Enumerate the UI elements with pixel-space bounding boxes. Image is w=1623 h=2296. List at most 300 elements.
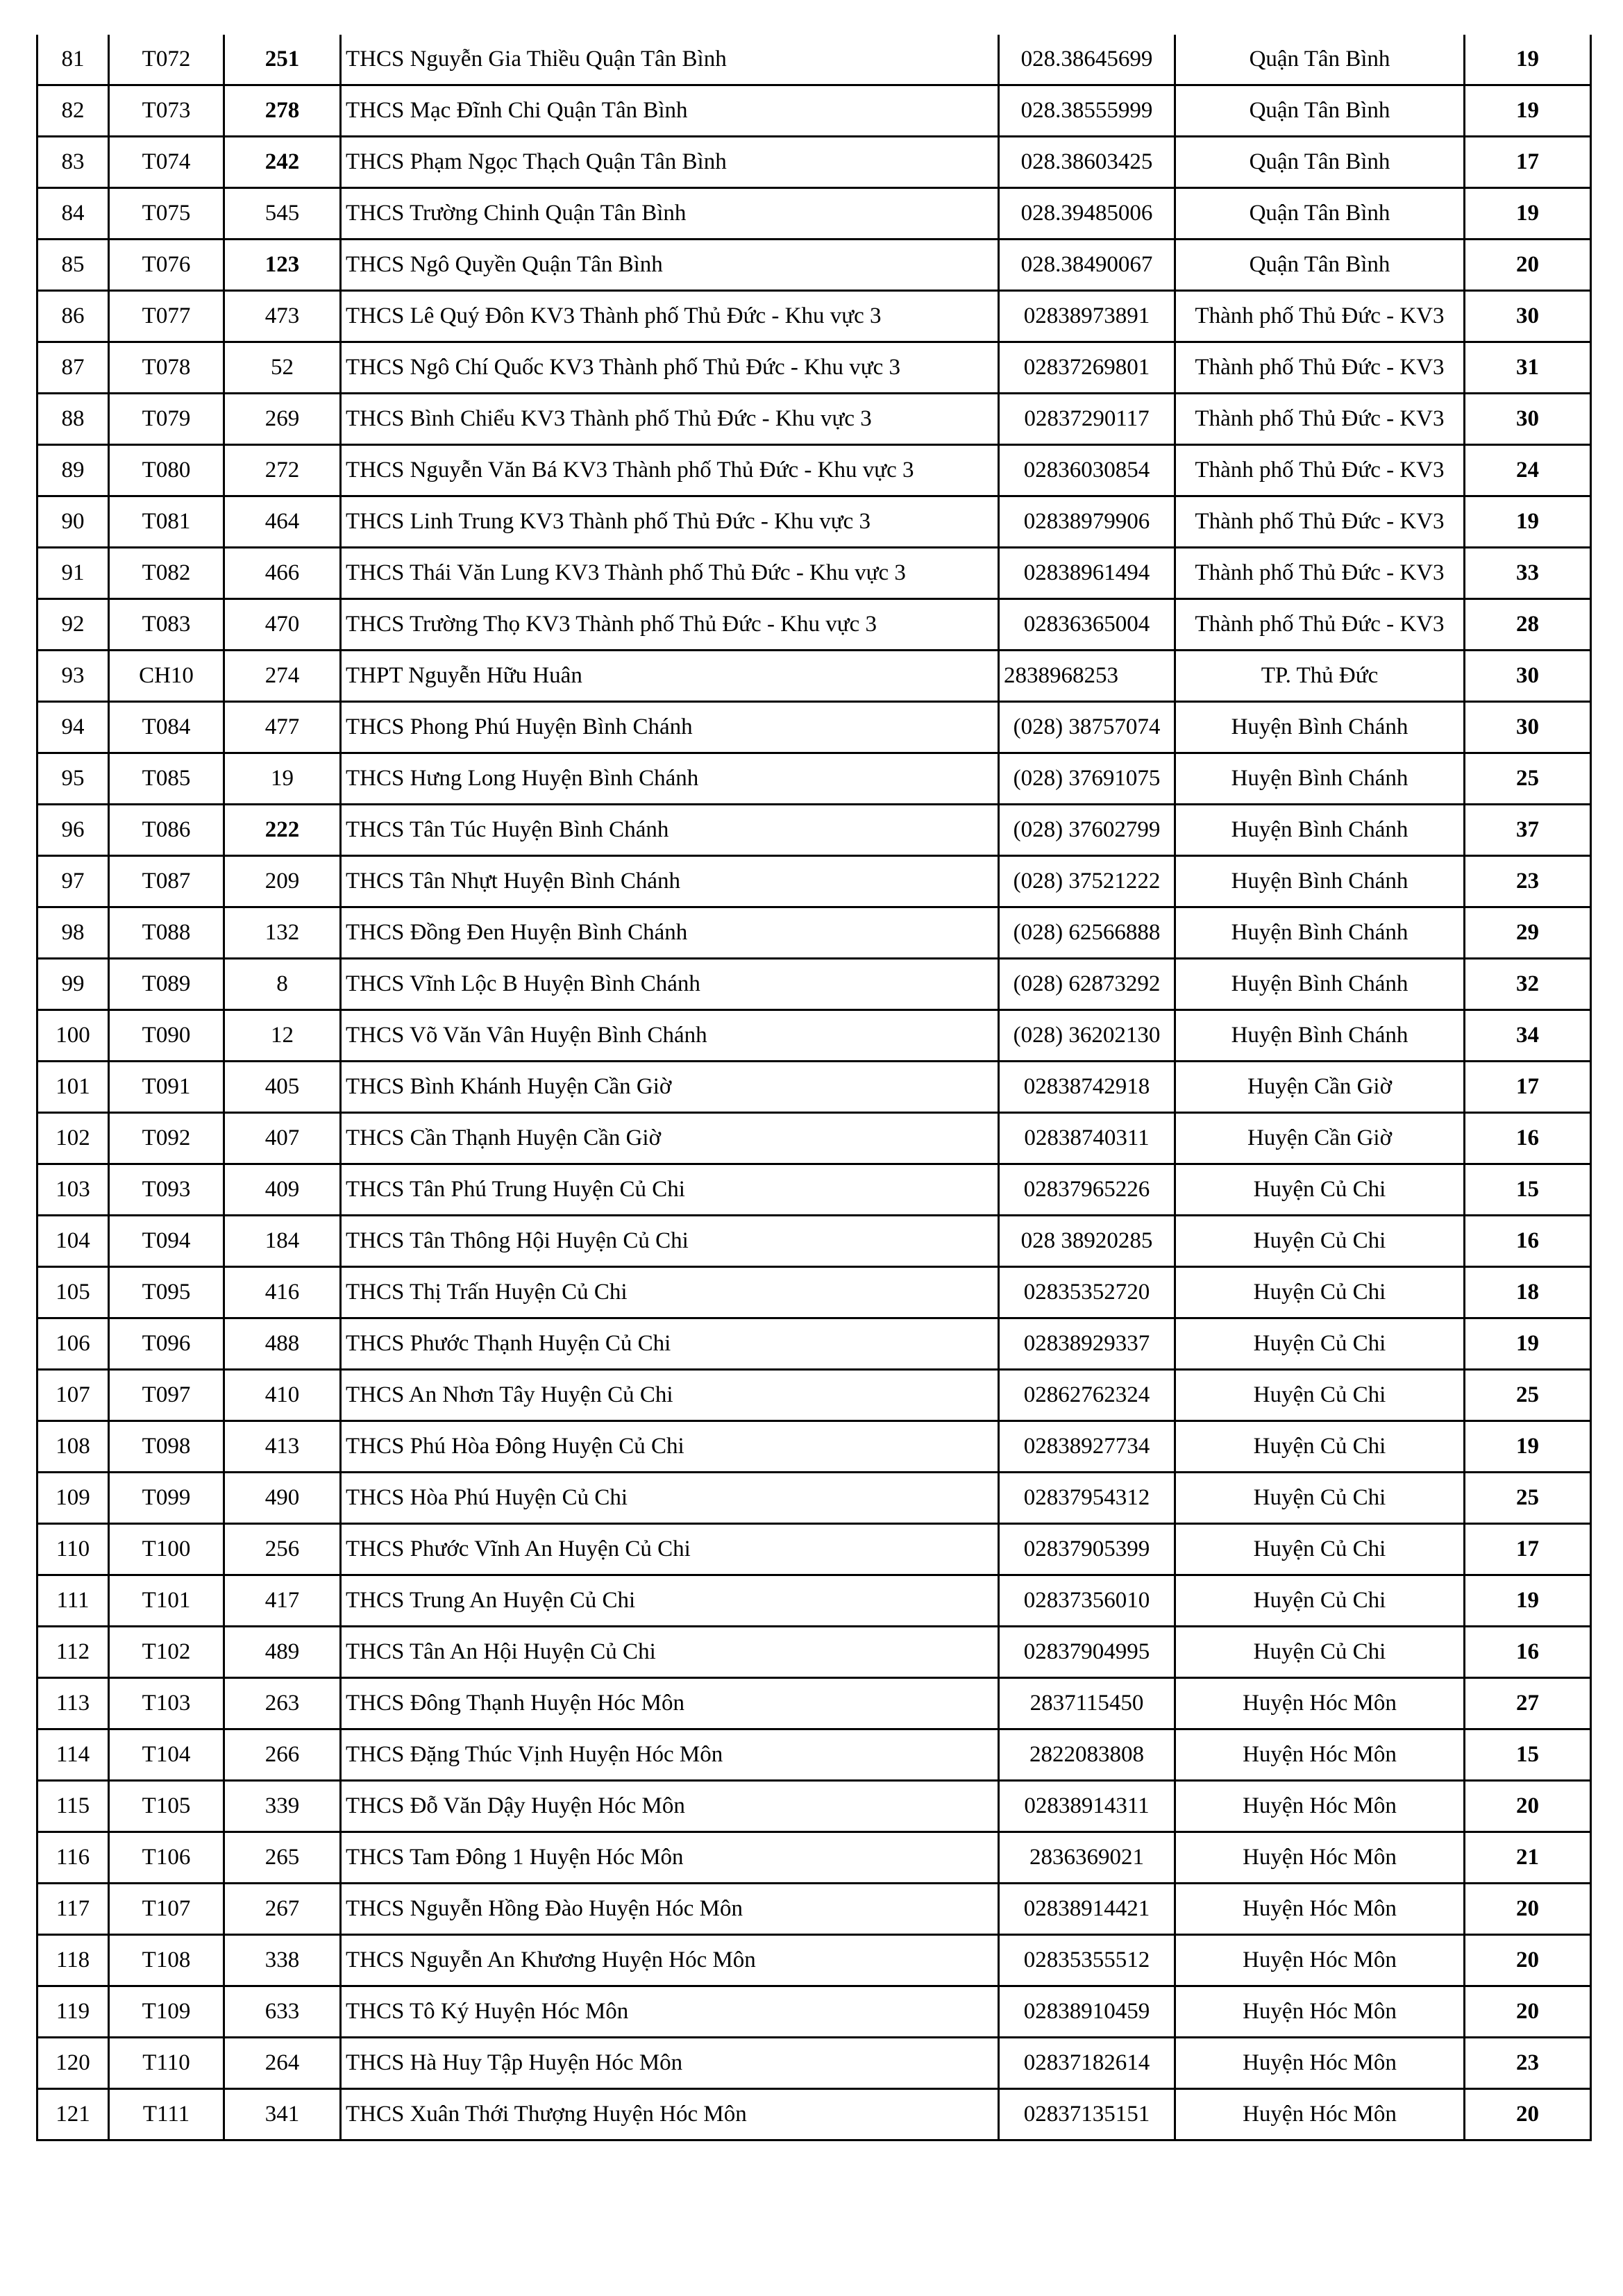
cell-school-name: THCS Phước Thạnh Huyện Củ Chi [341, 1318, 999, 1370]
cell-stt: 113 [37, 1678, 109, 1729]
cell-stt: 82 [37, 85, 109, 137]
cell-count: 20 [1465, 240, 1591, 291]
cell-district: Huyện Củ Chi [1175, 1524, 1465, 1575]
cell-school-name: THCS Nguyễn An Khương Huyện Hóc Môn [341, 1935, 999, 1986]
cell-count: 25 [1465, 1370, 1591, 1421]
cell-stt: 93 [37, 651, 109, 702]
cell-count: 20 [1465, 1884, 1591, 1935]
cell-code: T085 [109, 753, 224, 805]
cell-number: 263 [224, 1678, 341, 1729]
cell-count: 20 [1465, 2089, 1591, 2140]
cell-phone: 02837290117 [999, 394, 1175, 445]
cell-phone: 02838742918 [999, 1062, 1175, 1113]
cell-code: T073 [109, 85, 224, 137]
cell-code: T096 [109, 1318, 224, 1370]
table-row [37, 1781, 1591, 1832]
cell-stt: 119 [37, 1986, 109, 2038]
cell-district: Huyện Hóc Môn [1175, 1935, 1465, 1986]
cell-code: T089 [109, 959, 224, 1010]
cell-district: Huyện Củ Chi [1175, 1318, 1465, 1370]
cell-count: 17 [1465, 137, 1591, 188]
cell-district: Huyện Bình Chánh [1175, 805, 1465, 856]
cell-district: Thành phố Thủ Đức - KV3 [1175, 445, 1465, 496]
cell-code: T084 [109, 702, 224, 753]
cell-school-name: THPT Nguyễn Hữu Huân [341, 651, 999, 702]
cell-count: 27 [1465, 1678, 1591, 1729]
cell-number: 256 [224, 1524, 341, 1575]
cell-school-name: THCS Nguyễn Gia Thiều Quận Tân Bình [341, 35, 999, 85]
cell-number: 477 [224, 702, 341, 753]
table-row [37, 1370, 1591, 1421]
cell-district: Huyện Bình Chánh [1175, 1010, 1465, 1062]
cell-phone: 02837135151 [999, 2089, 1175, 2140]
cell-phone: 2836369021 [999, 1832, 1175, 1884]
cell-number: 339 [224, 1781, 341, 1832]
cell-school-name: THCS Tân Túc Huyện Bình Chánh [341, 805, 999, 856]
cell-number: 473 [224, 291, 341, 342]
cell-phone: (028) 37602799 [999, 805, 1175, 856]
table-row [37, 1627, 1591, 1678]
cell-count: 25 [1465, 1473, 1591, 1524]
cell-count: 34 [1465, 1010, 1591, 1062]
cell-stt: 97 [37, 856, 109, 907]
cell-district: Quận Tân Bình [1175, 188, 1465, 240]
cell-school-name: THCS Nguyễn Hồng Đào Huyện Hóc Môn [341, 1884, 999, 1935]
cell-school-name: THCS Hưng Long Huyện Bình Chánh [341, 753, 999, 805]
cell-number: 132 [224, 907, 341, 959]
cell-school-name: THCS Tân Thông Hội Huyện Củ Chi [341, 1216, 999, 1267]
table-row [37, 1524, 1591, 1575]
table-row [37, 291, 1591, 342]
cell-count: 19 [1465, 35, 1591, 85]
cell-code: T093 [109, 1164, 224, 1216]
cell-phone: (028) 36202130 [999, 1010, 1175, 1062]
cell-stt: 85 [37, 240, 109, 291]
cell-stt: 95 [37, 753, 109, 805]
cell-phone: 02838927734 [999, 1421, 1175, 1473]
cell-phone: 02838929337 [999, 1318, 1175, 1370]
cell-count: 29 [1465, 907, 1591, 959]
cell-phone: 02838914311 [999, 1781, 1175, 1832]
cell-count: 20 [1465, 1986, 1591, 2038]
cell-district: Huyện Củ Chi [1175, 1216, 1465, 1267]
cell-code: T081 [109, 496, 224, 548]
cell-district: Huyện Củ Chi [1175, 1421, 1465, 1473]
cell-school-name: THCS Phước Vĩnh An Huyện Củ Chi [341, 1524, 999, 1575]
cell-school-name: THCS Mạc Đĩnh Chi Quận Tân Bình [341, 85, 999, 137]
cell-number: 269 [224, 394, 341, 445]
cell-number: 265 [224, 1832, 341, 1884]
cell-phone: 02837905399 [999, 1524, 1175, 1575]
table-row [37, 548, 1591, 599]
cell-school-name: THCS Trung An Huyện Củ Chi [341, 1575, 999, 1627]
cell-code: T109 [109, 1986, 224, 2038]
cell-count: 30 [1465, 394, 1591, 445]
cell-code: T076 [109, 240, 224, 291]
table-body [37, 35, 1591, 2140]
table-row [37, 599, 1591, 651]
cell-school-name: THCS Đặng Thúc Vịnh Huyện Hóc Môn [341, 1729, 999, 1781]
table-row [37, 1318, 1591, 1370]
cell-school-name: THCS Tân Phú Trung Huyện Củ Chi [341, 1164, 999, 1216]
table-row [37, 959, 1591, 1010]
cell-code: T082 [109, 548, 224, 599]
cell-district: Huyện Cần Giờ [1175, 1113, 1465, 1164]
cell-district: Huyện Bình Chánh [1175, 959, 1465, 1010]
cell-number: 488 [224, 1318, 341, 1370]
cell-number: 405 [224, 1062, 341, 1113]
cell-count: 17 [1465, 1524, 1591, 1575]
cell-district: Huyện Củ Chi [1175, 1164, 1465, 1216]
cell-stt: 117 [37, 1884, 109, 1935]
cell-code: T083 [109, 599, 224, 651]
cell-phone: 02862762324 [999, 1370, 1175, 1421]
cell-phone: 02837904995 [999, 1627, 1175, 1678]
cell-school-name: THCS Bình Khánh Huyện Cần Giờ [341, 1062, 999, 1113]
cell-code: T101 [109, 1575, 224, 1627]
table-row [37, 1113, 1591, 1164]
cell-count: 20 [1465, 1935, 1591, 1986]
cell-stt: 92 [37, 599, 109, 651]
cell-stt: 103 [37, 1164, 109, 1216]
table-row [37, 1164, 1591, 1216]
cell-count: 19 [1465, 1318, 1591, 1370]
cell-code: T086 [109, 805, 224, 856]
cell-stt: 107 [37, 1370, 109, 1421]
cell-phone: 028.38490067 [999, 240, 1175, 291]
cell-school-name: THCS Cần Thạnh Huyện Cần Giờ [341, 1113, 999, 1164]
cell-count: 15 [1465, 1164, 1591, 1216]
cell-code: T090 [109, 1010, 224, 1062]
table-row [37, 856, 1591, 907]
cell-number: 633 [224, 1986, 341, 2038]
cell-phone: 02838979906 [999, 496, 1175, 548]
cell-district: Quận Tân Bình [1175, 35, 1465, 85]
cell-stt: 87 [37, 342, 109, 394]
table-row [37, 1986, 1591, 2038]
cell-stt: 111 [37, 1575, 109, 1627]
cell-number: 341 [224, 2089, 341, 2140]
cell-school-name: THCS Vĩnh Lộc B Huyện Bình Chánh [341, 959, 999, 1010]
cell-district: Quận Tân Bình [1175, 137, 1465, 188]
cell-phone: 2822083808 [999, 1729, 1175, 1781]
table-row [37, 1216, 1591, 1267]
cell-stt: 90 [37, 496, 109, 548]
cell-stt: 115 [37, 1781, 109, 1832]
cell-district: Thành phố Thủ Đức - KV3 [1175, 291, 1465, 342]
cell-number: 266 [224, 1729, 341, 1781]
cell-school-name: THCS Xuân Thới Thượng Huyện Hóc Môn [341, 2089, 999, 2140]
cell-phone: 02836365004 [999, 599, 1175, 651]
cell-stt: 112 [37, 1627, 109, 1678]
cell-number: 19 [224, 753, 341, 805]
cell-number: 470 [224, 599, 341, 651]
cell-district: Huyện Củ Chi [1175, 1473, 1465, 1524]
cell-phone: 02838973891 [999, 291, 1175, 342]
cell-school-name: THCS Đồng Đen Huyện Bình Chánh [341, 907, 999, 959]
table-row [37, 1421, 1591, 1473]
cell-code: T108 [109, 1935, 224, 1986]
cell-count: 30 [1465, 291, 1591, 342]
cell-count: 17 [1465, 1062, 1591, 1113]
table-row [37, 240, 1591, 291]
cell-number: 417 [224, 1575, 341, 1627]
cell-district: Huyện Hóc Môn [1175, 1781, 1465, 1832]
cell-number: 407 [224, 1113, 341, 1164]
cell-school-name: THCS Ngô Quyền Quận Tân Bình [341, 240, 999, 291]
cell-district: Huyện Bình Chánh [1175, 907, 1465, 959]
cell-school-name: THCS Linh Trung KV3 Thành phố Thủ Đức - Khu vực 3 [341, 496, 999, 548]
table-row [37, 1575, 1591, 1627]
table-row [37, 85, 1591, 137]
cell-stt: 108 [37, 1421, 109, 1473]
cell-number: 410 [224, 1370, 341, 1421]
cell-number: 184 [224, 1216, 341, 1267]
cell-count: 24 [1465, 445, 1591, 496]
cell-stt: 94 [37, 702, 109, 753]
table-row [37, 188, 1591, 240]
cell-phone: (028) 62873292 [999, 959, 1175, 1010]
cell-phone: 02838961494 [999, 548, 1175, 599]
cell-code: T092 [109, 1113, 224, 1164]
cell-phone: 02838740311 [999, 1113, 1175, 1164]
cell-stt: 106 [37, 1318, 109, 1370]
cell-district: Huyện Củ Chi [1175, 1267, 1465, 1318]
cell-code: T105 [109, 1781, 224, 1832]
cell-phone: 028.38645699 [999, 35, 1175, 85]
cell-stt: 105 [37, 1267, 109, 1318]
cell-number: 123 [224, 240, 341, 291]
cell-district: Huyện Bình Chánh [1175, 753, 1465, 805]
table-row [37, 1473, 1591, 1524]
cell-district: Huyện Hóc Môn [1175, 1729, 1465, 1781]
cell-code: T098 [109, 1421, 224, 1473]
cell-count: 31 [1465, 342, 1591, 394]
cell-code: T091 [109, 1062, 224, 1113]
table-row [37, 1678, 1591, 1729]
table-row [37, 651, 1591, 702]
cell-school-name: THCS Đông Thạnh Huyện Hóc Môn [341, 1678, 999, 1729]
table-row [37, 1729, 1591, 1781]
cell-school-name: THCS Lê Quý Đôn KV3 Thành phố Thủ Đức - Khu vực 3 [341, 291, 999, 342]
cell-stt: 110 [37, 1524, 109, 1575]
cell-district: Huyện Củ Chi [1175, 1575, 1465, 1627]
cell-stt: 81 [37, 35, 109, 85]
cell-number: 8 [224, 959, 341, 1010]
table-row [37, 2089, 1591, 2140]
cell-school-name: THCS Trường Thọ KV3 Thành phố Thủ Đức - Khu vực 3 [341, 599, 999, 651]
cell-count: 16 [1465, 1627, 1591, 1678]
cell-school-name: THCS Thị Trấn Huyện Củ Chi [341, 1267, 999, 1318]
table-row [37, 1062, 1591, 1113]
table-row [37, 1832, 1591, 1884]
cell-district: Huyện Hóc Môn [1175, 1832, 1465, 1884]
cell-stt: 89 [37, 445, 109, 496]
cell-district: Huyện Củ Chi [1175, 1627, 1465, 1678]
cell-stt: 83 [37, 137, 109, 188]
cell-school-name: THCS Đỗ Văn Dậy Huyện Hóc Môn [341, 1781, 999, 1832]
cell-phone: 028 38920285 [999, 1216, 1175, 1267]
cell-stt: 96 [37, 805, 109, 856]
cell-number: 338 [224, 1935, 341, 1986]
cell-district: Thành phố Thủ Đức - KV3 [1175, 548, 1465, 599]
cell-school-name: THCS Thái Văn Lung KV3 Thành phố Thủ Đức - Khu vực 3 [341, 548, 999, 599]
table-row [37, 342, 1591, 394]
cell-stt: 114 [37, 1729, 109, 1781]
cell-district: Huyện Hóc Môn [1175, 1884, 1465, 1935]
cell-code: T074 [109, 137, 224, 188]
cell-district: Thành phố Thủ Đức - KV3 [1175, 394, 1465, 445]
cell-count: 19 [1465, 496, 1591, 548]
cell-number: 242 [224, 137, 341, 188]
cell-district: Huyện Hóc Môn [1175, 2038, 1465, 2089]
cell-code: T095 [109, 1267, 224, 1318]
cell-phone: 02835352720 [999, 1267, 1175, 1318]
cell-code: T104 [109, 1729, 224, 1781]
cell-school-name: THCS Ngô Chí Quốc KV3 Thành phố Thủ Đức - Khu vực 3 [341, 342, 999, 394]
cell-count: 19 [1465, 188, 1591, 240]
cell-code: T106 [109, 1832, 224, 1884]
cell-count: 19 [1465, 85, 1591, 137]
cell-number: 12 [224, 1010, 341, 1062]
cell-code: T087 [109, 856, 224, 907]
cell-district: Quận Tân Bình [1175, 240, 1465, 291]
cell-number: 416 [224, 1267, 341, 1318]
cell-number: 489 [224, 1627, 341, 1678]
cell-stt: 100 [37, 1010, 109, 1062]
cell-stt: 99 [37, 959, 109, 1010]
cell-code: T078 [109, 342, 224, 394]
cell-school-name: THCS Phú Hòa Đông Huyện Củ Chi [341, 1421, 999, 1473]
cell-number: 490 [224, 1473, 341, 1524]
cell-phone: 02838914421 [999, 1884, 1175, 1935]
cell-phone: 02838910459 [999, 1986, 1175, 2038]
table-row [37, 753, 1591, 805]
cell-count: 16 [1465, 1216, 1591, 1267]
cell-school-name: THCS Phong Phú Huyện Bình Chánh [341, 702, 999, 753]
table-row [37, 1267, 1591, 1318]
cell-phone: 02835355512 [999, 1935, 1175, 1986]
cell-phone: 02837954312 [999, 1473, 1175, 1524]
cell-count: 15 [1465, 1729, 1591, 1781]
cell-stt: 98 [37, 907, 109, 959]
cell-code: T107 [109, 1884, 224, 1935]
cell-phone: 028.38555999 [999, 85, 1175, 137]
cell-count: 32 [1465, 959, 1591, 1010]
cell-district: Huyện Hóc Môn [1175, 1986, 1465, 2038]
table-row [37, 35, 1591, 85]
cell-code: T100 [109, 1524, 224, 1575]
cell-count: 19 [1465, 1575, 1591, 1627]
cell-phone: 028.39485006 [999, 188, 1175, 240]
cell-count: 30 [1465, 702, 1591, 753]
cell-phone: (028) 38757074 [999, 702, 1175, 753]
cell-school-name: THCS Tân Nhựt Huyện Bình Chánh [341, 856, 999, 907]
cell-code: T097 [109, 1370, 224, 1421]
cell-school-name: THCS Hòa Phú Huyện Củ Chi [341, 1473, 999, 1524]
cell-school-name: THCS Võ Văn Vân Huyện Bình Chánh [341, 1010, 999, 1062]
table-row [37, 1935, 1591, 1986]
cell-district: Huyện Hóc Môn [1175, 1678, 1465, 1729]
cell-district: Huyện Củ Chi [1175, 1370, 1465, 1421]
table-row [37, 702, 1591, 753]
cell-phone: 2838968253 [999, 651, 1175, 702]
cell-number: 222 [224, 805, 341, 856]
cell-stt: 120 [37, 2038, 109, 2089]
cell-code: T094 [109, 1216, 224, 1267]
cell-school-name: THCS Tân An Hội Huyện Củ Chi [341, 1627, 999, 1678]
cell-count: 25 [1465, 753, 1591, 805]
table-row [37, 496, 1591, 548]
cell-stt: 86 [37, 291, 109, 342]
cell-code: T099 [109, 1473, 224, 1524]
cell-stt: 104 [37, 1216, 109, 1267]
cell-district: Thành phố Thủ Đức - KV3 [1175, 496, 1465, 548]
cell-stt: 91 [37, 548, 109, 599]
table-row [37, 907, 1591, 959]
cell-school-name: THCS Nguyễn Văn Bá KV3 Thành phố Thủ Đức - Khu vực 3 [341, 445, 999, 496]
cell-school-name: THCS Phạm Ngọc Thạch Quận Tân Bình [341, 137, 999, 188]
cell-phone: (028) 37521222 [999, 856, 1175, 907]
table-row [37, 2038, 1591, 2089]
cell-district: Thành phố Thủ Đức - KV3 [1175, 599, 1465, 651]
cell-phone: 02837182614 [999, 2038, 1175, 2089]
cell-stt: 118 [37, 1935, 109, 1986]
cell-school-name: THCS An Nhơn Tây Huyện Củ Chi [341, 1370, 999, 1421]
table-row [37, 137, 1591, 188]
cell-phone: (028) 62566888 [999, 907, 1175, 959]
cell-count: 30 [1465, 651, 1591, 702]
table-row [37, 445, 1591, 496]
cell-stt: 84 [37, 188, 109, 240]
cell-stt: 121 [37, 2089, 109, 2140]
cell-school-name: THCS Tam Đông 1 Huyện Hóc Môn [341, 1832, 999, 1884]
cell-district: Huyện Cần Giờ [1175, 1062, 1465, 1113]
cell-number: 209 [224, 856, 341, 907]
cell-code: T110 [109, 2038, 224, 2089]
cell-count: 28 [1465, 599, 1591, 651]
cell-count: 19 [1465, 1421, 1591, 1473]
cell-number: 409 [224, 1164, 341, 1216]
cell-number: 413 [224, 1421, 341, 1473]
cell-count: 20 [1465, 1781, 1591, 1832]
cell-code: T079 [109, 394, 224, 445]
cell-phone: (028) 37691075 [999, 753, 1175, 805]
cell-code: T088 [109, 907, 224, 959]
cell-code: CH10 [109, 651, 224, 702]
cell-district: Quận Tân Bình [1175, 85, 1465, 137]
cell-phone: 02836030854 [999, 445, 1175, 496]
cell-stt: 101 [37, 1062, 109, 1113]
cell-count: 37 [1465, 805, 1591, 856]
cell-number: 545 [224, 188, 341, 240]
cell-code: T102 [109, 1627, 224, 1678]
cell-district: Huyện Hóc Môn [1175, 2089, 1465, 2140]
cell-number: 251 [224, 35, 341, 85]
table-row [37, 1010, 1591, 1062]
cell-school-name: THCS Bình Chiểu KV3 Thành phố Thủ Đức - Khu vực 3 [341, 394, 999, 445]
cell-code: T075 [109, 188, 224, 240]
school-table [36, 35, 1592, 2141]
cell-count: 21 [1465, 1832, 1591, 1884]
cell-count: 18 [1465, 1267, 1591, 1318]
cell-number: 264 [224, 2038, 341, 2089]
cell-count: 23 [1465, 856, 1591, 907]
cell-number: 466 [224, 548, 341, 599]
cell-count: 23 [1465, 2038, 1591, 2089]
cell-phone: 02837269801 [999, 342, 1175, 394]
cell-school-name: THCS Hà Huy Tập Huyện Hóc Môn [341, 2038, 999, 2089]
